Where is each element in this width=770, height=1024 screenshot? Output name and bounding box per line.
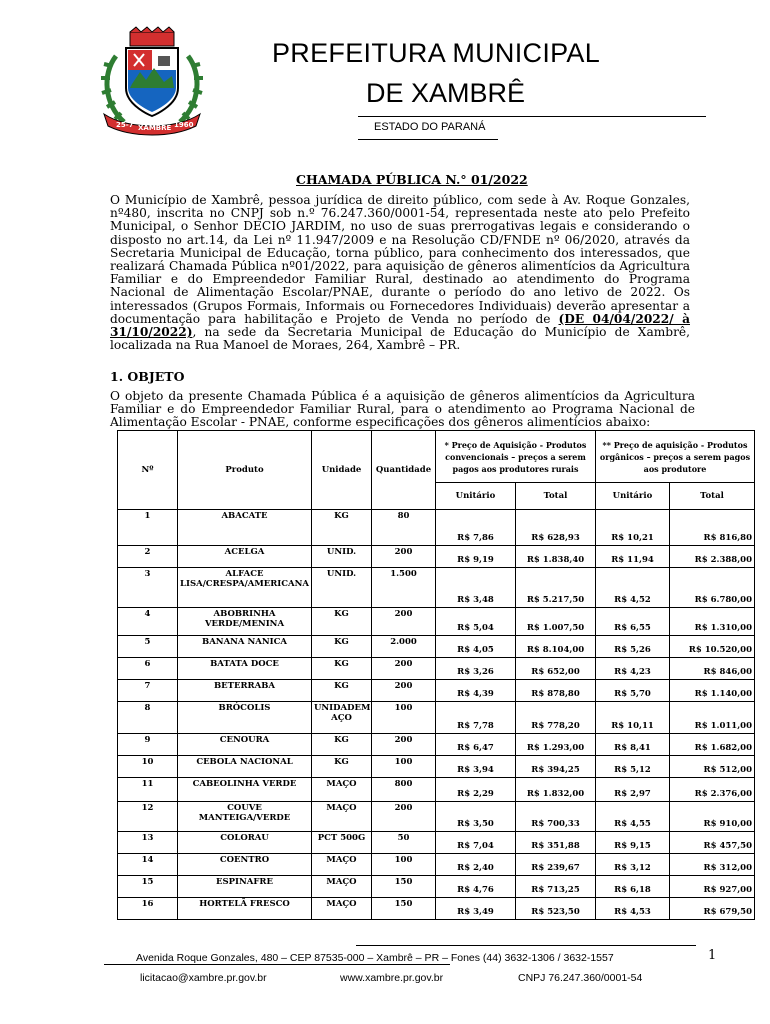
cell-organic-unit-price: R$ 4,52 xyxy=(596,568,670,608)
cell-quantity: 2.000 xyxy=(372,636,436,658)
cell-item-number: 14 xyxy=(118,854,178,876)
page-title-line1: PREFEITURA MUNICIPAL xyxy=(272,38,601,68)
footer-address: Avenida Roque Gonzales, 480 – CEP 87535-000 – Xambrê – PR – Fones (44) 3632-1306 / 3632-1557 xyxy=(136,952,614,964)
intro-paragraph: O Município de Xambrê, pessoa jurídica de direito público, com sede à Av. Roque Gonzales, nº480, inscrita no CNPJ sob n.º 76.247.360/0001-54, representada neste ato pelo Prefeito Municipal, o Senhor DECIO JARDIM, no uso de suas prerrogativas legais e considerando o disposto no art.14, da Lei nº 11.947/2009 e na Resolução CD/FNDE nº 06/2020, através da Secretaria Municipal de Educação, torna público, para conhecimento dos interessados, que realizará Chamada Pública nº01/2022, para aquisição de gêneros alimentícios da Agricultura Familiar e do Empreendedor Familiar Rural, destinado ao atendimento do Programa Nacional de Alimentação Escolar/PNAE, durante o período do ano letivo de 2022. Os interessados (Grupos Formais, Informais ou Fornecedores Individuais) deverão apresentar a documentação para habilitação e Projeto de Venda no período de (DE 04/04/2022/ à 31/10/2022), na sede da Secretaria Municipal de Educação do Município de Xambrê, localizada na Rua Manoel de Moraes, 264, Xambrê – PR. xyxy=(110,193,690,353)
divider xyxy=(358,139,498,140)
table-row xyxy=(118,636,755,658)
cell-organic-unit-price: R$ 4,53 xyxy=(596,898,670,920)
cell-unit: KG xyxy=(312,680,372,702)
cell-organic-unit-price: R$ 4,23 xyxy=(596,658,670,680)
cell-conventional-total: R$ 523,50 xyxy=(516,898,596,920)
cell-conventional-unit-price: R$ 3,48 xyxy=(436,568,516,608)
cell-product-name: CENOURA xyxy=(178,734,312,756)
cell-conventional-unit-price: R$ 3,94 xyxy=(436,756,516,778)
cell-product-name: ACELGA xyxy=(178,546,312,568)
cell-item-number: 13 xyxy=(118,832,178,854)
col-header-total: Total xyxy=(516,483,596,510)
table-row xyxy=(118,756,755,778)
table-row xyxy=(118,608,755,636)
cell-organic-unit-price: R$ 5,26 xyxy=(596,636,670,658)
cell-organic-total: R$ 10.520,00 xyxy=(670,636,755,658)
cell-product-name: COLORAU xyxy=(178,832,312,854)
cell-conventional-total: R$ 5.217,50 xyxy=(516,568,596,608)
cell-quantity: 150 xyxy=(372,876,436,898)
cell-conventional-unit-price: R$ 3,49 xyxy=(436,898,516,920)
divider xyxy=(356,945,696,946)
cell-conventional-total: R$ 713,25 xyxy=(516,876,596,898)
cell-organic-total: R$ 846,00 xyxy=(670,658,755,680)
cell-item-number: 16 xyxy=(118,898,178,920)
cell-product-name: BANANA NANICA xyxy=(178,636,312,658)
cell-product-name: ABACATE xyxy=(178,510,312,546)
cell-conventional-unit-price: R$ 2,29 xyxy=(436,778,516,802)
col-header-unit-price: Unitário xyxy=(596,483,670,510)
cell-unit: KG xyxy=(312,756,372,778)
footer-cnpj: CNPJ 76.247.360/0001-54 xyxy=(518,972,643,984)
cell-product-name: HORTELÃ FRESCO xyxy=(178,898,312,920)
svg-text:XAMBRÊ: XAMBRÊ xyxy=(138,124,172,132)
cell-quantity: 100 xyxy=(372,756,436,778)
cell-quantity: 100 xyxy=(372,702,436,734)
table-row xyxy=(118,702,755,734)
period-dates: (DE 04/04/2022/ à 31/10/2022) xyxy=(110,311,690,340)
cell-product-name: BATATA DOCE xyxy=(178,658,312,680)
cell-unit: KG xyxy=(312,658,372,680)
cell-conventional-unit-price: R$ 4,39 xyxy=(436,680,516,702)
col-header-unit-price: Unitário xyxy=(436,483,516,510)
cell-unit: KG xyxy=(312,510,372,546)
cell-conventional-total: R$ 778,20 xyxy=(516,702,596,734)
page-number: 1 xyxy=(708,948,717,963)
cell-organic-unit-price: R$ 10,11 xyxy=(596,702,670,734)
cell-product-name: BETERRABA xyxy=(178,680,312,702)
cell-conventional-unit-price: R$ 7,04 xyxy=(436,832,516,854)
table-row xyxy=(118,658,755,680)
table-row xyxy=(118,734,755,756)
cell-conventional-total: R$ 8.104,00 xyxy=(516,636,596,658)
col-header-product: Produto xyxy=(178,431,312,510)
cell-organic-unit-price: R$ 3,12 xyxy=(596,854,670,876)
cell-quantity: 200 xyxy=(372,734,436,756)
cell-organic-unit-price: R$ 8,41 xyxy=(596,734,670,756)
cell-item-number: 9 xyxy=(118,734,178,756)
cell-organic-total: R$ 910,00 xyxy=(670,802,755,832)
table-row xyxy=(118,802,755,832)
cell-unit: MAÇO xyxy=(312,854,372,876)
cell-quantity: 150 xyxy=(372,898,436,920)
cell-conventional-total: R$ 1.838,40 xyxy=(516,546,596,568)
cell-quantity: 200 xyxy=(372,608,436,636)
cell-item-number: 4 xyxy=(118,608,178,636)
cell-organic-total: R$ 2.388,00 xyxy=(670,546,755,568)
cell-quantity: 200 xyxy=(372,546,436,568)
footer-email: licitacao@xambre.pr.gov.br xyxy=(140,972,267,984)
divider xyxy=(358,116,706,117)
cell-unit: UNID. xyxy=(312,546,372,568)
products-table xyxy=(117,430,755,920)
cell-quantity: 1.500 xyxy=(372,568,436,608)
col-header-conventional: * Preço de Aquisição - Produtos convencionais – preços a serem pagos aos produtores rurais xyxy=(436,431,596,483)
cell-conventional-unit-price: R$ 9,19 xyxy=(436,546,516,568)
cell-unit: KG xyxy=(312,734,372,756)
cell-organic-total: R$ 679,50 xyxy=(670,898,755,920)
cell-conventional-total: R$ 700,33 xyxy=(516,802,596,832)
cell-quantity: 80 xyxy=(372,510,436,546)
cell-conventional-unit-price: R$ 5,04 xyxy=(436,608,516,636)
cell-product-name: ESPINAFRE xyxy=(178,876,312,898)
table-row xyxy=(118,510,755,546)
cell-organic-unit-price: R$ 6,55 xyxy=(596,608,670,636)
cell-conventional-total: R$ 628,93 xyxy=(516,510,596,546)
cell-unit: KG xyxy=(312,636,372,658)
cell-organic-unit-price: R$ 6,18 xyxy=(596,876,670,898)
cell-conventional-unit-price: R$ 3,26 xyxy=(436,658,516,680)
cell-product-name: ALFACE LISA/CRESPA/AMERICANA xyxy=(178,568,312,608)
cell-quantity: 50 xyxy=(372,832,436,854)
cell-conventional-unit-price: R$ 6,47 xyxy=(436,734,516,756)
cell-unit: PCT 500G xyxy=(312,832,372,854)
cell-organic-total: R$ 512,00 xyxy=(670,756,755,778)
cell-unit: MAÇO xyxy=(312,778,372,802)
cell-quantity: 100 xyxy=(372,854,436,876)
col-header-unit: Unidade xyxy=(312,431,372,510)
cell-conventional-total: R$ 239,67 xyxy=(516,854,596,876)
cell-organic-total: R$ 1.682,00 xyxy=(670,734,755,756)
cell-item-number: 2 xyxy=(118,546,178,568)
cell-conventional-total: R$ 1.832,00 xyxy=(516,778,596,802)
table-row xyxy=(118,546,755,568)
cell-item-number: 6 xyxy=(118,658,178,680)
cell-organic-unit-price: R$ 2,97 xyxy=(596,778,670,802)
state-label: ESTADO DO PARANÁ xyxy=(374,121,486,133)
cell-conventional-unit-price: R$ 3,50 xyxy=(436,802,516,832)
cell-organic-total: R$ 816,80 xyxy=(670,510,755,546)
cell-conventional-total: R$ 1.007,50 xyxy=(516,608,596,636)
cell-quantity: 800 xyxy=(372,778,436,802)
cell-product-name: BRÓCOLIS xyxy=(178,702,312,734)
col-header-total: Total xyxy=(670,483,755,510)
cell-conventional-unit-price: R$ 7,86 xyxy=(436,510,516,546)
cell-item-number: 15 xyxy=(118,876,178,898)
page-title-line2: DE XAMBRÊ xyxy=(366,78,526,108)
municipal-crest-logo xyxy=(98,26,206,136)
section-title-objeto: 1. OBJETO xyxy=(110,369,185,384)
cell-product-name: COUVE MANTEIGA/VERDE xyxy=(178,802,312,832)
cell-conventional-unit-price: R$ 4,76 xyxy=(436,876,516,898)
cell-conventional-total: R$ 394,25 xyxy=(516,756,596,778)
cell-unit: MAÇO xyxy=(312,876,372,898)
cell-item-number: 11 xyxy=(118,778,178,802)
section-objeto-text: O objeto da presente Chamada Pública é a aquisição de gêneros alimentícios da Agricultura Familiar e do Empreendedor Familiar Rural, para o atendimento ao Programa Nacional de Alimentação Escolar - PNAE, conforme especificações dos gêneros alimentícios abaixo: xyxy=(110,389,695,430)
svg-text:25-7: 25-7 xyxy=(116,121,134,129)
cell-item-number: 1 xyxy=(118,510,178,546)
cell-organic-total: R$ 312,00 xyxy=(670,854,755,876)
cell-unit: UNID. xyxy=(312,568,372,608)
cell-unit: UNIDADEM AÇO xyxy=(312,702,372,734)
table-row xyxy=(118,898,755,920)
cell-item-number: 12 xyxy=(118,802,178,832)
cell-item-number: 7 xyxy=(118,680,178,702)
cell-conventional-unit-price: R$ 4,05 xyxy=(436,636,516,658)
cell-quantity: 200 xyxy=(372,802,436,832)
table-row xyxy=(118,854,755,876)
cell-organic-unit-price: R$ 5,12 xyxy=(596,756,670,778)
cell-unit: MAÇO xyxy=(312,802,372,832)
cell-unit: KG xyxy=(312,608,372,636)
cell-product-name: ABOBRINHA VERDE/MENINA xyxy=(178,608,312,636)
cell-organic-total: R$ 1.310,00 xyxy=(670,608,755,636)
cell-quantity: 200 xyxy=(372,680,436,702)
cell-conventional-total: R$ 878,80 xyxy=(516,680,596,702)
cell-organic-unit-price: R$ 11,94 xyxy=(596,546,670,568)
col-header-qty: Quantidade xyxy=(372,431,436,510)
cell-organic-total: R$ 1.011,00 xyxy=(670,702,755,734)
col-header-organic: ** Preço de aquisição - Produtos orgânicos – preços a serem pagos aos produtore xyxy=(596,431,755,483)
cell-item-number: 3 xyxy=(118,568,178,608)
cell-item-number: 8 xyxy=(118,702,178,734)
cell-organic-unit-price: R$ 5,70 xyxy=(596,680,670,702)
cell-product-name: CEBOLA NACIONAL xyxy=(178,756,312,778)
cell-conventional-total: R$ 652,00 xyxy=(516,658,596,680)
cell-organic-total: R$ 1.140,00 xyxy=(670,680,755,702)
cell-organic-total: R$ 6.780,00 xyxy=(670,568,755,608)
cell-item-number: 10 xyxy=(118,756,178,778)
divider xyxy=(104,964,450,965)
table-row xyxy=(118,568,755,608)
cell-organic-unit-price: R$ 4,55 xyxy=(596,802,670,832)
cell-conventional-total: R$ 1.293,00 xyxy=(516,734,596,756)
cell-product-name: COENTRO xyxy=(178,854,312,876)
footer-website: www.xambre.pr.gov.br xyxy=(340,972,444,984)
cell-unit: MAÇO xyxy=(312,898,372,920)
cell-organic-unit-price: R$ 10,21 xyxy=(596,510,670,546)
col-header-num: Nº xyxy=(118,431,178,510)
table-row xyxy=(118,832,755,854)
document-heading: CHAMADA PÚBLICA N.° 01/2022 xyxy=(296,172,528,187)
cell-organic-unit-price: R$ 9,15 xyxy=(596,832,670,854)
table-row xyxy=(118,778,755,802)
cell-organic-total: R$ 927,00 xyxy=(670,876,755,898)
cell-organic-total: R$ 2.376,00 xyxy=(670,778,755,802)
cell-conventional-unit-price: R$ 7,78 xyxy=(436,702,516,734)
table-row xyxy=(118,680,755,702)
cell-conventional-total: R$ 351,88 xyxy=(516,832,596,854)
table-row xyxy=(118,876,755,898)
cell-quantity: 200 xyxy=(372,658,436,680)
cell-product-name: CABEOLINHA VERDE xyxy=(178,778,312,802)
cell-organic-total: R$ 457,50 xyxy=(670,832,755,854)
cell-item-number: 5 xyxy=(118,636,178,658)
cell-conventional-unit-price: R$ 2,40 xyxy=(436,854,516,876)
svg-text:1960: 1960 xyxy=(174,121,194,129)
